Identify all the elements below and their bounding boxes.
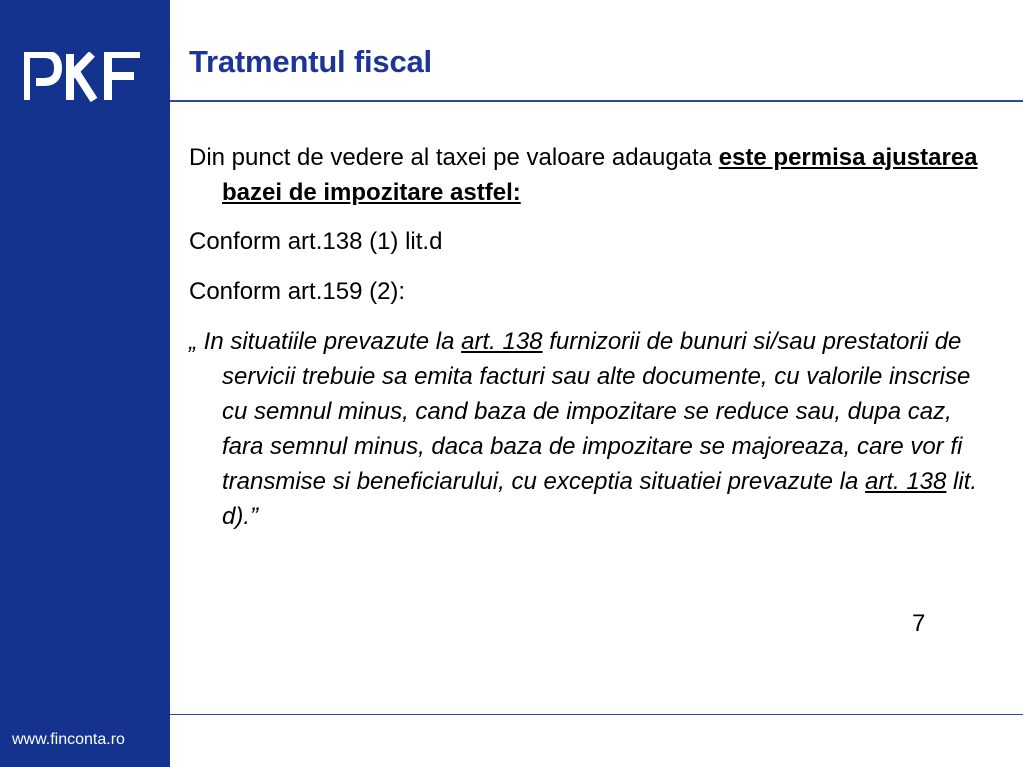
paragraph-vat-emphasis: este permisa ajustarea bazei de impozitare astfel: <box>222 144 978 206</box>
pkf-logo <box>24 52 142 102</box>
art-138-link-1[interactable]: art. 138 <box>461 328 543 355</box>
paragraph-art138: Conform art.138 (1) lit.d <box>189 228 443 255</box>
footer-divider <box>170 714 1023 715</box>
art-138-link-2[interactable]: art. 138 <box>864 468 947 495</box>
paragraph-art159: Conform art.159 (2): <box>189 278 406 305</box>
quote-paragraph <box>189 324 994 534</box>
page-number: 7 <box>912 610 926 637</box>
quote-text-1: „ In situatiile prevazute la <box>189 328 462 355</box>
paragraph-vat <box>189 140 994 210</box>
title-divider <box>170 100 1023 102</box>
website-link[interactable]: www.finconta.ro <box>12 731 125 748</box>
slide-body <box>189 140 994 534</box>
quote-text-2: furnizorii de bunuri si/sau prestatorii de servicii trebuie sa emita facturi sau alte documente, cu valorile inscrise cu semnul minus, cand baza de impozitare se reduce sau, dupa caz, fara semnul minus, daca baza de impozitare se majoreaza, care vor fi transmise si beneficiarului, cu exceptia situatiei prevazute la <box>222 328 971 495</box>
quote-text-3: lit. d).” <box>222 468 978 530</box>
slide-title: Tratmentul fiscal <box>189 44 432 79</box>
paragraph-vat-text: Din punct de vedere al taxei pe valoare adaugata <box>189 144 719 171</box>
sidebar <box>0 0 170 767</box>
